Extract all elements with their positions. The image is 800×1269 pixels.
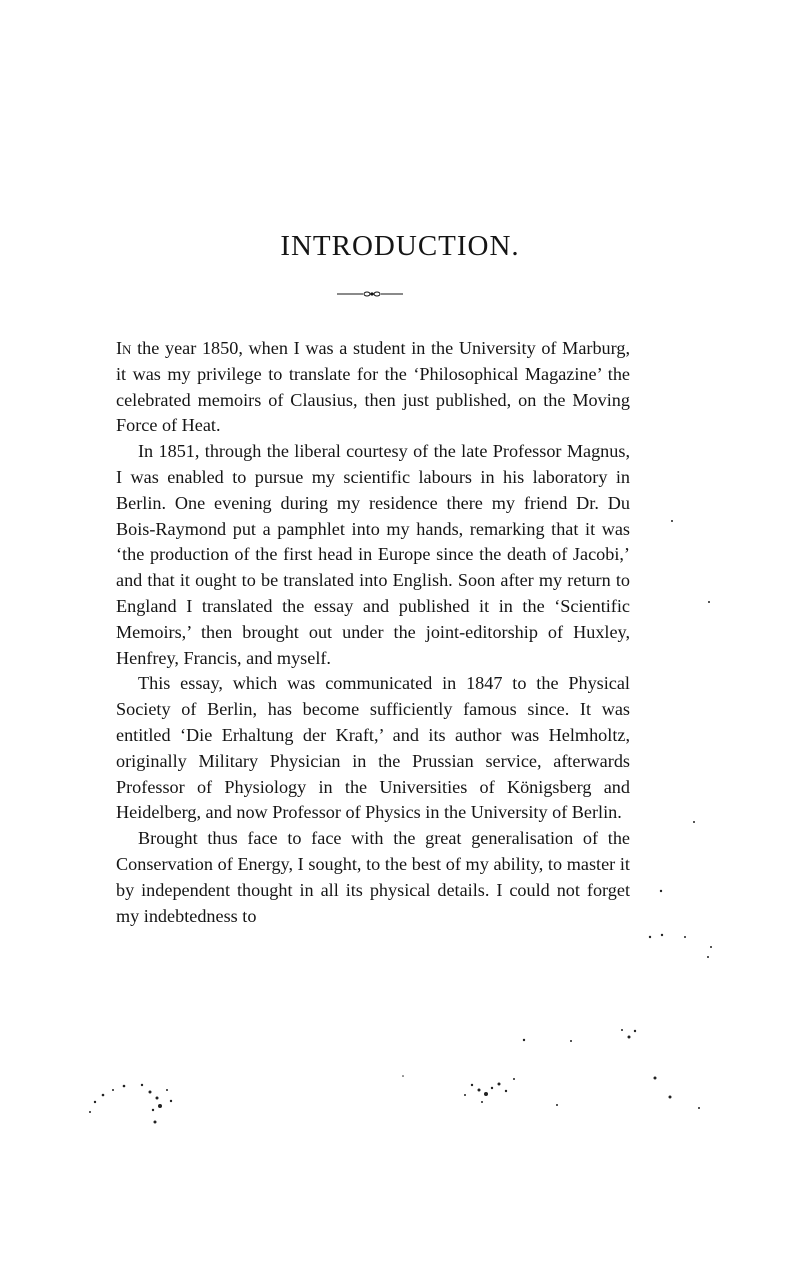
paragraph-1-text: the year 1850, when I was a student in the University of Marburg, it was my privilege to translate for the ‘Philosophical Magazine’ the celebrated memoirs of Clausius, then just published, on the Moving Force of Heat. <box>116 338 630 436</box>
paragraph-2: In 1851, through the liberal courtesy of the late Professor Magnus, I was enabled to pursue my scientific labours in his laboratory in Berlin. One evening during my residence there my friend Dr. Du Bois-Raymond put a pamphlet into my hands, remarking that it was ‘the production of the first head in Europe since the death of Jacobi,’ and that it ought to be translated into English. Soon after my return to England I translated the essay and published it in the ‘Scientific Memoirs,’ then brought out under the joint-editorship of Huxley, Henfrey, Francis, and myself. <box>116 441 630 668</box>
page-title: INTRODUCTION. <box>280 230 520 262</box>
paragraph-1 <box>116 336 630 439</box>
ornament-rule <box>337 290 403 298</box>
paragraph-3: This essay, which was communicated in 1847 to the Physical Society of Berlin, has become sufficiently famous since. It was entitled ‘Die Erhaltung der Kraft,’ and its author was Helmholtz, originally Military Physician in the Prussian service, afterwards Professor of Physiology in the Universities of Königsberg and Heidelberg, and now Professor of Physics in the University of Berlin. <box>116 673 630 823</box>
body-text <box>116 336 630 929</box>
paragraph-4: Brought thus face to face with the great generalisation of the Conservation of Energy, I sought, to the best of my ability, to master it by independent thought in all its physical details. I could not forget my indebtedness to <box>116 828 630 926</box>
drop-word: In <box>116 338 132 358</box>
